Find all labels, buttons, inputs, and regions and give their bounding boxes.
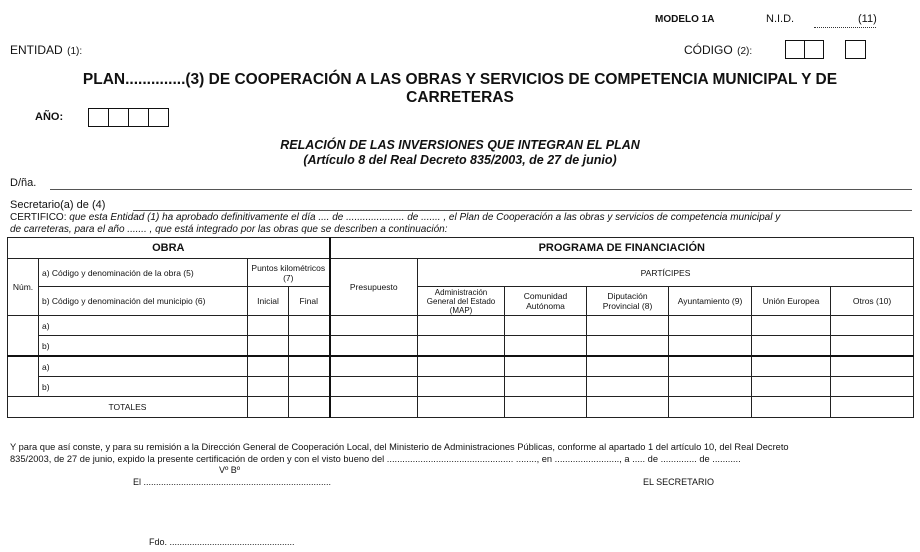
subtitle xyxy=(0,138,920,168)
secretario-signature-label: EL SECRETARIO xyxy=(643,477,715,487)
row-b-label[interactable]: b) xyxy=(39,377,248,397)
union-header: Unión Europea xyxy=(752,287,831,316)
cell[interactable] xyxy=(289,356,330,377)
entidad-field xyxy=(10,41,82,59)
otros-header: Otros (10) xyxy=(831,287,914,316)
secretario-field xyxy=(10,199,105,211)
puntos-header: Puntos kilométricos (7) xyxy=(248,259,330,287)
anio-box-4[interactable] xyxy=(148,108,169,127)
secretario-ref: (4) xyxy=(91,199,106,211)
cell[interactable] xyxy=(505,377,587,397)
codigo-box-2[interactable] xyxy=(804,40,824,59)
comunidad-header: Comunidad Autónoma xyxy=(505,287,587,316)
cell[interactable] xyxy=(505,336,587,357)
totales-label: TOTALES xyxy=(8,397,248,418)
cell[interactable] xyxy=(831,356,914,377)
modelo-label: MODELO 1A xyxy=(655,14,715,25)
cell[interactable] xyxy=(587,316,669,336)
cell[interactable] xyxy=(752,316,831,336)
codigo-box-3[interactable] xyxy=(845,40,866,59)
dona-label: D/ña. xyxy=(10,177,37,189)
cell[interactable] xyxy=(831,377,914,397)
total-cell[interactable] xyxy=(752,397,831,418)
certifico-text xyxy=(10,212,780,236)
cell[interactable] xyxy=(669,336,752,357)
entidad-ref: (1): xyxy=(67,46,83,57)
cell[interactable] xyxy=(418,356,505,377)
ayuntamiento-header: Ayuntamiento (9) xyxy=(669,287,752,316)
cell[interactable] xyxy=(831,316,914,336)
cell[interactable] xyxy=(587,356,669,377)
cell[interactable] xyxy=(418,377,505,397)
cell[interactable] xyxy=(248,336,289,357)
codigo-field xyxy=(684,41,752,59)
anio-box-3[interactable] xyxy=(128,108,149,127)
cell[interactable] xyxy=(330,356,418,377)
cell[interactable] xyxy=(669,377,752,397)
num-header: Núm. xyxy=(8,259,39,316)
anio-box-1[interactable] xyxy=(88,108,109,127)
cell[interactable] xyxy=(248,377,289,397)
cell[interactable] xyxy=(330,336,418,357)
inversiones-table xyxy=(7,237,914,418)
nid-value: (11) xyxy=(858,13,877,25)
dona-field-line[interactable] xyxy=(50,189,912,190)
row-b-label[interactable]: b) xyxy=(39,336,248,357)
total-cell[interactable] xyxy=(418,397,505,418)
cell[interactable] xyxy=(587,377,669,397)
programa-header: PROGRAMA DE FINANCIACIÓN xyxy=(330,238,914,259)
codigo-ref: (2): xyxy=(737,46,753,57)
cell[interactable] xyxy=(330,377,418,397)
secretario-label: Secretario(a) de xyxy=(10,199,89,211)
row-a-label[interactable]: a) xyxy=(39,316,248,336)
row-a-label[interactable]: a) xyxy=(39,356,248,377)
num-cell[interactable] xyxy=(8,356,39,397)
anio-box-2[interactable] xyxy=(108,108,129,127)
total-cell[interactable] xyxy=(505,397,587,418)
total-cell[interactable] xyxy=(831,397,914,418)
presupuesto-header: Presupuesto xyxy=(330,259,418,316)
total-cell[interactable] xyxy=(330,397,418,418)
cell[interactable] xyxy=(289,377,330,397)
admin-header: Administración General del Estado (MAP) xyxy=(418,287,505,316)
cell[interactable] xyxy=(248,356,289,377)
codigo-box-1[interactable] xyxy=(785,40,805,59)
cell[interactable] xyxy=(418,316,505,336)
cell[interactable] xyxy=(752,356,831,377)
visto-bueno-label: Vº Bº xyxy=(219,465,241,475)
cell[interactable] xyxy=(831,336,914,357)
final-header: Final xyxy=(289,287,330,316)
cell[interactable] xyxy=(669,356,752,377)
codigo-municipio-header: b) Código y denominación del municipio (6) xyxy=(39,287,248,316)
total-cell[interactable] xyxy=(289,397,330,418)
codigo-obra-header: a) Código y denominación de la obra (5) xyxy=(39,259,248,287)
certifico-line1: que esta Entidad (1) ha aprobado definitivamente el día .... de ..................... de ....... , el Plan de Cooperación a las obras y servicios de competencia municipal y xyxy=(69,212,781,223)
cell[interactable] xyxy=(752,377,831,397)
cell[interactable] xyxy=(505,316,587,336)
total-cell[interactable] xyxy=(248,397,289,418)
certifico-lead: CERTIFICO: xyxy=(10,212,67,223)
participes-header: PARTÍCIPES xyxy=(418,259,914,287)
nid-field-line[interactable] xyxy=(814,27,876,28)
anio-label: AÑO: xyxy=(35,111,64,123)
total-cell[interactable] xyxy=(669,397,752,418)
plan-title-line1: PLAN..............(3) DE COOPERACIÓN A LAS OBRAS Y SERVICIOS DE COMPETENCIA MUNICIPAL Y DE xyxy=(82,71,838,88)
certifico-line2: de carreteras, para el año ....... , que está integrado por las obras que se describen a continuación: xyxy=(10,224,448,235)
plan-title xyxy=(0,71,920,107)
secretario-field-line[interactable] xyxy=(133,210,912,211)
cell[interactable] xyxy=(418,336,505,357)
conste-paragraph xyxy=(10,441,789,465)
total-cell[interactable] xyxy=(587,397,669,418)
inicial-header: Inicial xyxy=(248,287,289,316)
cell[interactable] xyxy=(289,316,330,336)
codigo-label: CÓDIGO xyxy=(684,43,733,57)
fdo-signature-line[interactable]: Fdo. .................................................. xyxy=(149,537,295,547)
cell[interactable] xyxy=(669,316,752,336)
cell[interactable] xyxy=(752,336,831,357)
cell[interactable] xyxy=(289,336,330,357)
cell[interactable] xyxy=(587,336,669,357)
el-signature-line[interactable]: El ........................................................................... xyxy=(133,477,332,487)
num-cell[interactable] xyxy=(8,316,39,357)
diputacion-header: Diputación Provincial (8) xyxy=(587,287,669,316)
conste-line1: Y para que así conste, y para su remisión a la Dirección General de Cooperación Local, del Ministerio de Administraciones Públicas, conforme al apartado 1 del artículo 10, del Real Decreto xyxy=(10,442,789,452)
conste-line2: 835/2003, de 27 de junio, expido la presente certificación de orden y con el visto bueno del ................................................. ........, en ........................., a ..... de .............. de ........... xyxy=(10,454,741,464)
cell[interactable] xyxy=(505,356,587,377)
plan-title-line2: CARRETERAS xyxy=(406,89,514,106)
obra-header: OBRA xyxy=(8,238,330,259)
cell[interactable] xyxy=(330,316,418,336)
entidad-label: ENTIDAD xyxy=(10,43,63,57)
nid-label: N.I.D. xyxy=(766,13,795,25)
subtitle-line2: (Artículo 8 del Real Decreto 835/2003, de 27 de junio) xyxy=(303,153,617,167)
subtitle-line1: RELACIÓN DE LAS INVERSIONES QUE INTEGRAN EL PLAN xyxy=(280,138,640,152)
cell[interactable] xyxy=(248,316,289,336)
